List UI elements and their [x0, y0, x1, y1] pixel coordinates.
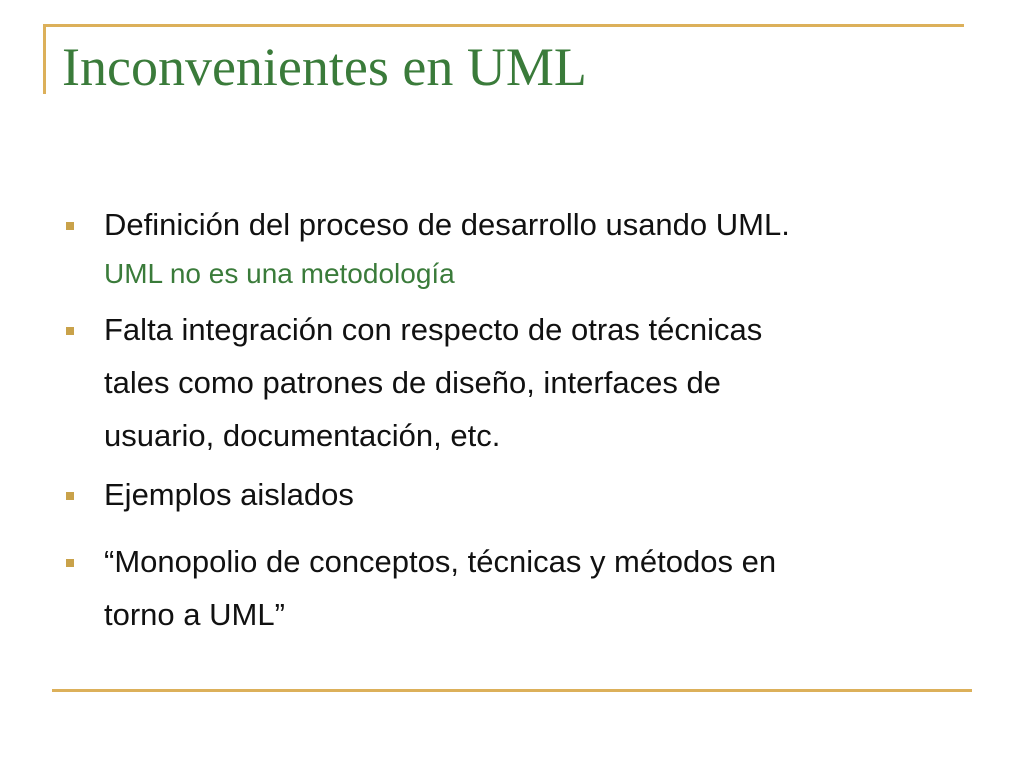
frame-bottom-line	[52, 689, 972, 692]
frame-top-line	[43, 24, 964, 27]
bullet-line: usuario, documentación, etc.	[104, 418, 501, 453]
bullet-line: Definición del proceso de desarrollo usando UML.	[104, 207, 790, 242]
square-bullet-icon	[66, 492, 74, 500]
square-bullet-icon	[66, 559, 74, 567]
slide-title: Inconvenientes en UML	[62, 37, 587, 97]
bullet-text	[104, 468, 944, 521]
bullet-note: UML no es una metodología	[104, 258, 455, 289]
bullet-text	[104, 535, 944, 641]
frame-left-line	[43, 24, 46, 94]
square-bullet-icon	[66, 222, 74, 230]
bullet-text	[104, 198, 944, 297]
bullet-line: Falta integración con respecto de otras técnicas	[104, 312, 763, 347]
bullet-line: tales como patrones de diseño, interfaces de	[104, 365, 721, 400]
bullet-line: torno a UML”	[104, 597, 285, 632]
bullet-line: Ejemplos aislados	[104, 477, 354, 512]
bullet-line: “Monopolio de conceptos, técnicas y métodos en	[104, 544, 777, 579]
bullet-text	[104, 303, 944, 462]
square-bullet-icon	[66, 327, 74, 335]
